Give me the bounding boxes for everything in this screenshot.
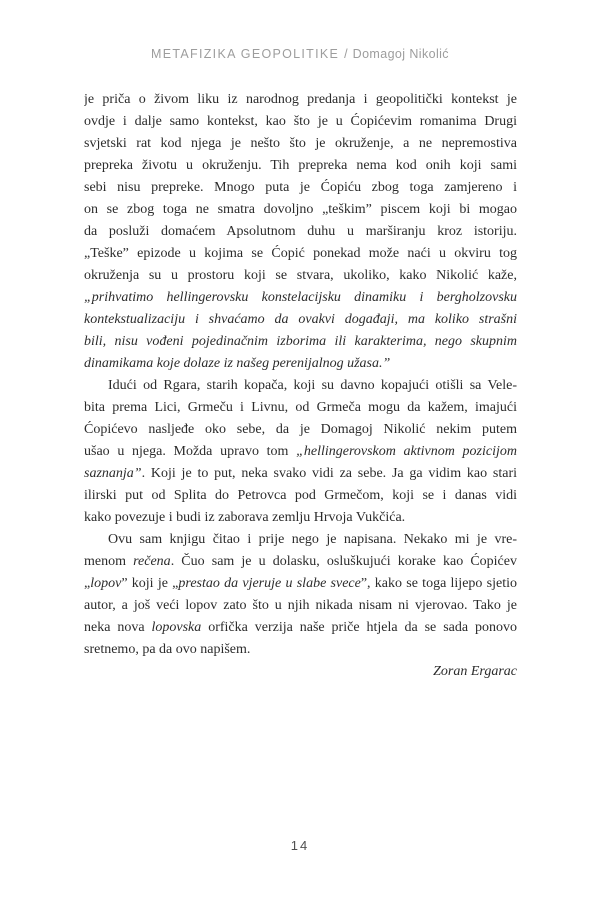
text-segment: ilirski put od Splita do Petrovca pod Grmečom, koji se i danas vidi	[84, 488, 517, 503]
text-line	[84, 419, 517, 441]
book-title: METAFIZIKA GEOPOLITIKE	[151, 47, 340, 61]
text-line	[84, 133, 517, 155]
italic-text-segment: bili, nisu vođeni pojedinačnim izborima ili karakterima, nego skupnim	[84, 334, 517, 349]
text-segment: kako povezuje i budi iz zaborava zemlju Hrvoja Vukčića.	[84, 510, 406, 525]
text-line	[84, 529, 517, 551]
text-line	[84, 507, 517, 529]
text-segment: prepreka životu u okruženju. Tih prepreka nema kod onih koji sami	[84, 158, 517, 173]
text-segment: . Koji je to put, neka svako vidi za sebe. Ja ga vidim kao stari	[141, 466, 517, 481]
text-segment: ovdje i dalje samo kontekst, kao što je u Ćopićevim romanima Drugi	[84, 114, 517, 129]
text-segment: okruženja su u prostoru koji se stvara, ukoliko, kako Nikolić kaže,	[84, 268, 517, 283]
italic-text-segment: lopov	[90, 576, 122, 591]
text-segment: menom	[84, 554, 134, 569]
text-line	[84, 595, 517, 617]
text-segment: on se zbog toga ne smatra dovoljno „teškim” piscem koji bi mogao	[84, 202, 517, 217]
text-line	[84, 397, 517, 419]
text-line	[84, 375, 517, 397]
text-segment: ušao u njega. Možda upravo tom	[84, 444, 297, 459]
text-line	[84, 243, 517, 265]
text-line	[84, 573, 517, 595]
italic-text-segment: saznanja”	[84, 466, 142, 481]
text-segment: ”, kako se toga lijepo sjetio	[360, 576, 517, 591]
text-line	[84, 89, 517, 111]
text-segment: ” koji je „	[121, 576, 179, 591]
italic-text-segment: „prihvatimo hellingerovsku konstelacijsku dinamiku i bergholzovsku	[84, 290, 517, 305]
italic-text-segment: lopovska	[151, 620, 202, 635]
text-line	[84, 265, 517, 287]
text-segment: sebi nisu prepreke. Mnogo puta je Ćopiću zbog toga zamjereno i	[84, 180, 517, 195]
text-segment: je priča o živom liku iz narodnog predanja i geopolitički kontekst je	[84, 92, 517, 107]
text-segment: sretnemo, pa da ovo napišem.	[84, 642, 251, 657]
text-line	[84, 551, 517, 573]
text-block	[84, 89, 517, 683]
text-line	[84, 617, 517, 639]
page-number: 14	[290, 838, 310, 853]
text-segment: „	[84, 576, 91, 591]
running-header	[0, 47, 600, 61]
header-separator: /	[344, 47, 348, 61]
italic-text-segment: Zoran Ergarac	[433, 664, 517, 679]
text-line	[84, 661, 517, 683]
text-line	[84, 199, 517, 221]
text-line	[84, 639, 517, 661]
italic-text-segment: „hellingerovskom aktivnom pozicijom	[296, 444, 517, 459]
text-segment: svjetski rat kod njega je nešto što je okruženje, a ne nepremostiva	[84, 136, 517, 151]
italic-text-segment: prestao da vjeruje u slabe svece	[178, 576, 361, 591]
text-segment: . Čuo sam je u dolasku, osluškujući korake kao Ćopićev	[170, 554, 517, 569]
italic-text-segment: dinamikama koje dolaze iz našeg perenijalnog užasa.”	[84, 356, 391, 371]
text-segment: Idući od Rgara, starih kopača, koji su davno kopajući otišli sa Vele-	[108, 378, 517, 393]
text-segment: bita prema Lici, Grmeču i Livnu, od Grmeča mogu da kažem, imajući	[84, 400, 517, 415]
text-line	[84, 287, 517, 309]
text-segment: da posluži domaćem Apsolutnom duhu u marširanju kroz istoriju.	[84, 224, 517, 239]
author-name: Domagoj Nikolić	[352, 47, 449, 61]
text-segment: Ovu sam knjigu čitao i prije nego je napisana. Nekako mi je vre-	[108, 532, 517, 547]
text-segment: „Teške” epizode u kojima se Ćopić ponekad može naći u okviru tog	[84, 246, 517, 261]
text-line	[84, 111, 517, 133]
text-segment: orfička verzija naše priče htjela da se sada ponovo	[201, 620, 517, 635]
text-line	[84, 221, 517, 243]
italic-text-segment: rečena	[133, 554, 171, 569]
text-line	[84, 463, 517, 485]
text-line	[84, 177, 517, 199]
text-line	[84, 353, 517, 375]
text-segment: autor, a još veći lopov zato što u njih nikada nisam ni vjerovao. Tako je	[84, 598, 517, 613]
text-segment: neka nova	[84, 620, 152, 635]
text-line	[84, 485, 517, 507]
text-segment: Ćopićevo nasljeđe oko sebe, da je Domagoj Nikolić nekim putem	[84, 422, 517, 437]
italic-text-segment: kontekstualizaciju i shvaćamo da ovakvi događaji, ma koliko strašni	[84, 312, 517, 327]
text-line	[84, 331, 517, 353]
text-line	[84, 155, 517, 177]
text-line	[84, 309, 517, 331]
text-line	[84, 441, 517, 463]
